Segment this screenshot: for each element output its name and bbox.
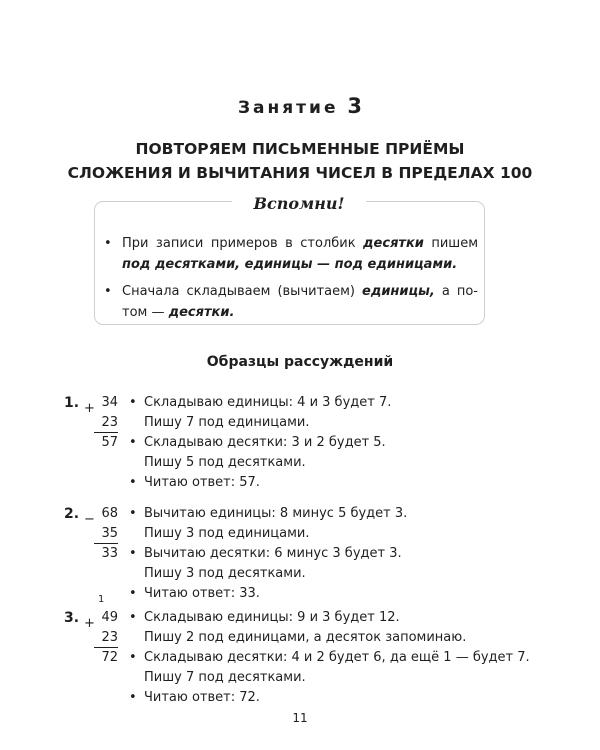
step-text: Читаю ответ: 33. bbox=[144, 586, 260, 601]
remember-text: Сначала складываем (вычитаем) bbox=[122, 284, 362, 299]
reasoning-steps bbox=[127, 504, 407, 604]
step-continuation: Пишу 3 под единицами. bbox=[144, 526, 310, 541]
step-item bbox=[127, 688, 530, 708]
reasoning-steps bbox=[127, 608, 530, 708]
bullet-icon: • bbox=[104, 236, 112, 251]
step-item bbox=[127, 544, 407, 564]
bullet-icon: • bbox=[129, 506, 137, 521]
bullet-icon: • bbox=[129, 610, 137, 625]
operation-sign: + bbox=[84, 616, 95, 631]
step-item bbox=[127, 608, 530, 628]
column-calculation bbox=[94, 504, 118, 564]
example-number: 3. bbox=[64, 610, 80, 626]
bottom-operand: 23 bbox=[94, 628, 118, 648]
lesson-number: 3 bbox=[347, 94, 363, 118]
result: 57 bbox=[101, 435, 118, 450]
result: 72 bbox=[101, 650, 118, 665]
step-item bbox=[127, 433, 391, 453]
step-text: Складываю десятки: 3 и 2 будет 5. bbox=[144, 435, 386, 450]
step-text: Читаю ответ: 72. bbox=[144, 690, 260, 705]
bullet-icon: • bbox=[129, 690, 137, 705]
bullet-icon: • bbox=[129, 395, 137, 410]
result: 33 bbox=[101, 546, 118, 561]
top-operand: 68 bbox=[101, 506, 118, 521]
step-item bbox=[127, 584, 407, 604]
remember-list bbox=[102, 233, 478, 329]
column-calculation bbox=[94, 393, 118, 453]
step-text: Вычитаю десятки: 6 минус 3 будет 3. bbox=[144, 546, 402, 561]
reasoning-steps bbox=[127, 393, 391, 493]
bottom-operand: 35 bbox=[94, 524, 118, 544]
page-number: 11 bbox=[292, 711, 308, 725]
remember-text: пишем bbox=[423, 236, 478, 251]
step-continuation: Пишу 3 под десятками. bbox=[144, 566, 306, 581]
remember-emphasis: десятки. bbox=[168, 305, 235, 320]
operation-sign: − bbox=[84, 512, 95, 527]
topic-line-2: СЛОЖЕНИЯ И ВЫЧИТАНИЯ ЧИСЕЛ В ПРЕДЕЛАХ 100 bbox=[67, 164, 533, 182]
lesson-word: Занятие bbox=[237, 98, 339, 118]
bullet-icon: • bbox=[129, 475, 137, 490]
topic-heading bbox=[0, 137, 600, 185]
lesson-title bbox=[0, 94, 600, 118]
remember-emphasis: единицы, bbox=[362, 284, 435, 299]
bullet-icon: • bbox=[129, 435, 137, 450]
remember-label: Вспомни! bbox=[232, 190, 366, 218]
remember-item-2 bbox=[102, 281, 478, 323]
bottom-operand: 23 bbox=[94, 413, 118, 433]
step-item bbox=[127, 473, 391, 493]
remember-text: а потом — bbox=[122, 284, 478, 320]
operation-sign: + bbox=[84, 401, 95, 416]
step-continuation: Пишу 5 под десятками. bbox=[144, 455, 306, 470]
bullet-icon: • bbox=[129, 650, 137, 665]
step-text: Складываю десятки: 4 и 2 будет 6, да ещё 1 — будет 7. bbox=[144, 650, 530, 665]
example-number: 1. bbox=[64, 395, 80, 411]
step-continuation: Пишу 2 под единицами, а десяток запоминаю. bbox=[144, 630, 467, 645]
top-operand: 49 bbox=[101, 610, 118, 625]
bullet-icon: • bbox=[129, 586, 137, 601]
example-number: 2. bbox=[64, 506, 80, 522]
step-text: Складываю единицы: 9 и 3 будет 12. bbox=[144, 610, 400, 625]
bullet-icon: • bbox=[104, 284, 112, 299]
remember-item-1 bbox=[102, 233, 478, 275]
column-calculation bbox=[94, 608, 118, 668]
step-text: Читаю ответ: 57. bbox=[144, 475, 260, 490]
step-item bbox=[127, 504, 407, 524]
top-operand: 34 bbox=[101, 395, 118, 410]
step-continuation: Пишу 7 под единицами. bbox=[144, 415, 310, 430]
carry-digit: 1 bbox=[98, 594, 105, 605]
remember-emphasis: десятки bbox=[363, 236, 424, 251]
step-text: Складываю единицы: 4 и 3 будет 7. bbox=[144, 395, 392, 410]
step-continuation: Пишу 7 под десятками. bbox=[144, 670, 306, 685]
topic-line-1: ПОВТОРЯЕМ ПИСЬМЕННЫЕ ПРИЁМЫ bbox=[135, 140, 465, 158]
bullet-icon: • bbox=[129, 546, 137, 561]
step-item bbox=[127, 393, 391, 413]
step-item bbox=[127, 648, 530, 668]
remember-text: При записи примеров в столбик bbox=[122, 236, 364, 251]
step-text: Вычитаю единицы: 8 минус 5 будет 3. bbox=[144, 506, 408, 521]
remember-emphasis: под десятками, единицы — под единицами. bbox=[122, 257, 458, 272]
samples-heading: Образцы рассуждений bbox=[206, 354, 394, 370]
